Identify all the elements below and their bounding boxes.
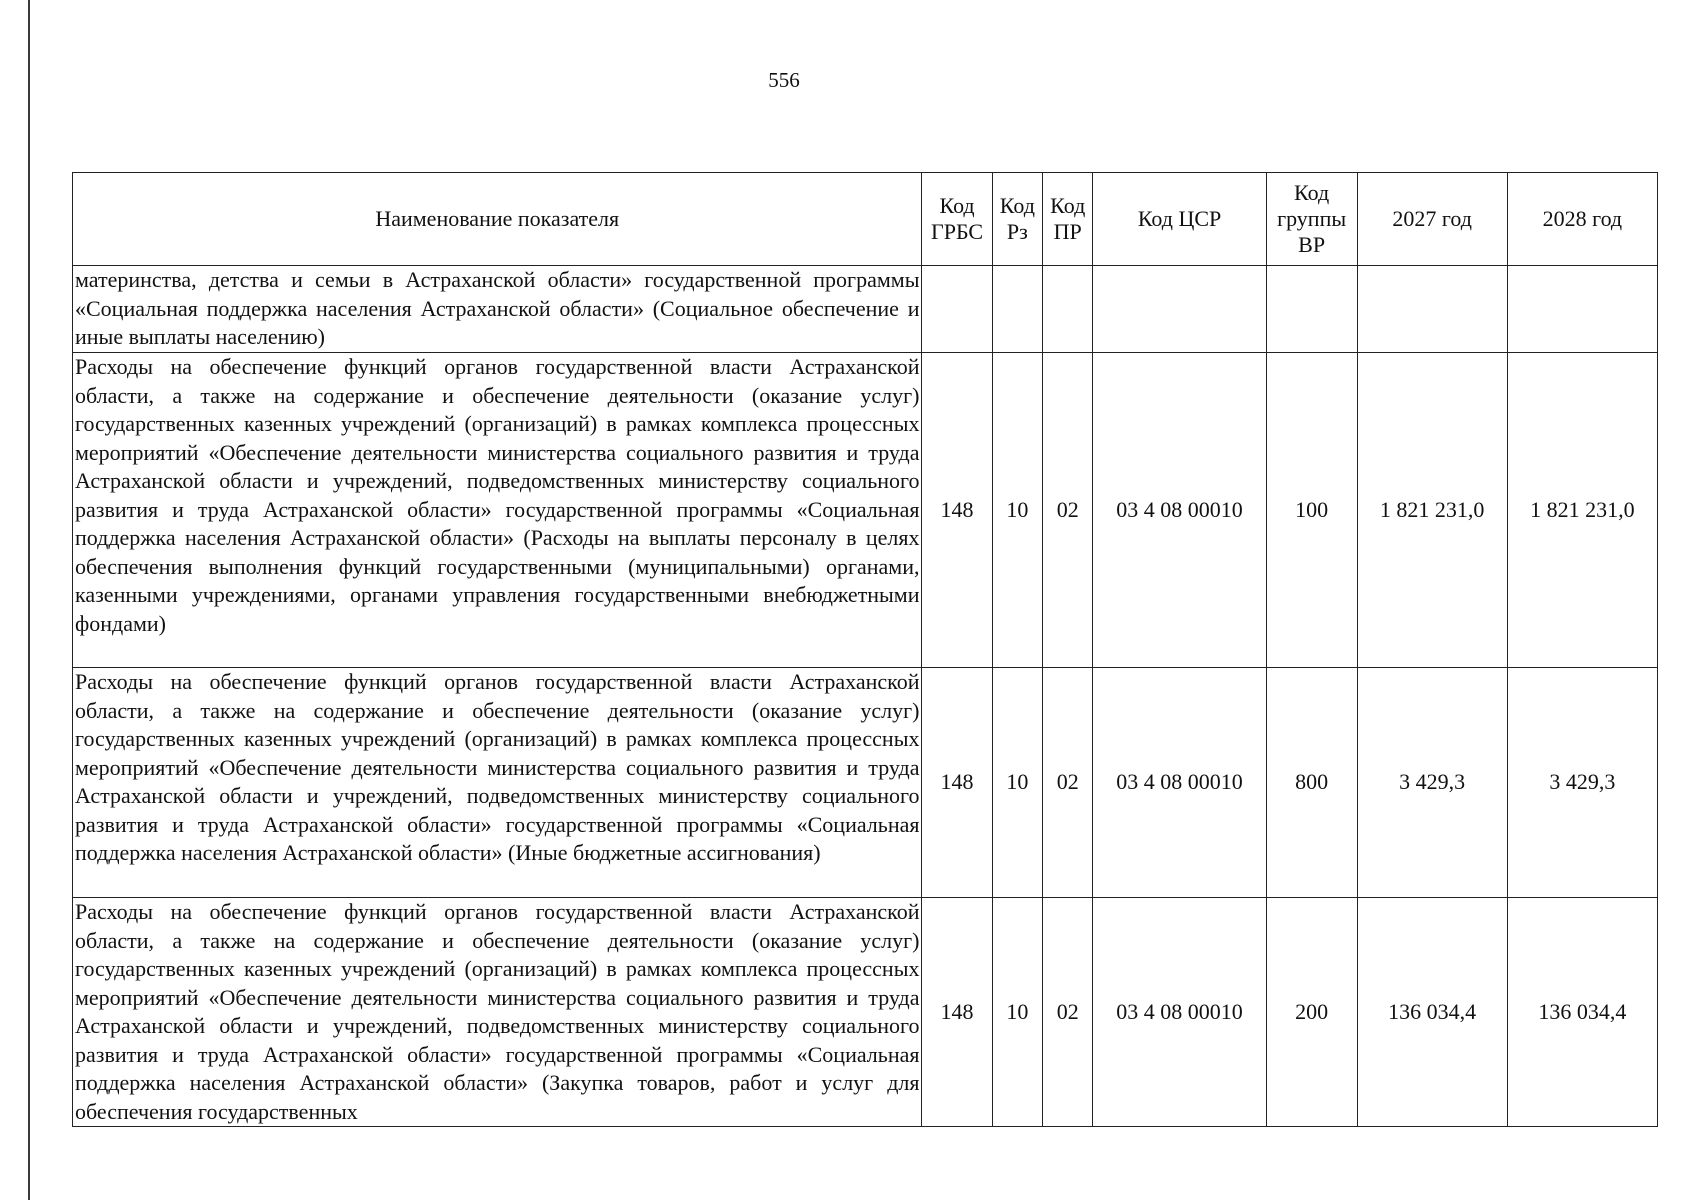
cell-grbs: 148 <box>922 668 992 898</box>
cell-name: Расходы на обеспечение функций органов государственной власти Астраханской области, а также на содержание и обеспечение деятельности (оказание услуг) государственных казенных учреждений (организаций) в рамках комплекса процессных мероприятий «Обеспечение деятельности министерства социального развития и труда Астраханской области и учреждений, подведомственных министерству социального развития и труда Астраханской области» государственной программы «Социальная поддержка населения Астраханской области» (Расходы на выплаты персоналу в целях обеспечения выполнения функций государственными (муниципальными) органами, казенными учреждениями, органами управления государственными внебюджетными фондами) <box>73 353 922 668</box>
table-row <box>73 898 1658 1127</box>
cell-rz <box>992 266 1042 353</box>
cell-2027: 136 034,4 <box>1357 898 1507 1127</box>
cell-2027: 1 821 231,0 <box>1357 353 1507 668</box>
header-2027: 2027 год <box>1357 173 1507 266</box>
scan-left-edge <box>28 0 30 1200</box>
cell-2027: 3 429,3 <box>1357 668 1507 898</box>
cell-rz: 10 <box>992 353 1042 668</box>
cell-grbs: 148 <box>922 353 992 668</box>
page-number: 556 <box>768 68 800 92</box>
header-grbs: Код ГРБС <box>922 173 992 266</box>
table-row <box>73 266 1658 353</box>
header-name: Наименование показателя <box>73 173 922 266</box>
cell-2028: 3 429,3 <box>1507 668 1657 898</box>
cell-grbs: 148 <box>922 898 992 1127</box>
cell-csr: 03 4 08 00010 <box>1093 898 1266 1127</box>
header-2028: 2028 год <box>1507 173 1657 266</box>
cell-csr: 03 4 08 00010 <box>1093 668 1266 898</box>
cell-2028 <box>1507 266 1657 353</box>
cell-2028: 136 034,4 <box>1507 898 1657 1127</box>
cell-vr: 800 <box>1266 668 1357 898</box>
cell-2027 <box>1357 266 1507 353</box>
header-csr: Код ЦСР <box>1093 173 1266 266</box>
cell-csr: 03 4 08 00010 <box>1093 353 1266 668</box>
cell-rz: 10 <box>992 668 1042 898</box>
cell-csr <box>1093 266 1266 353</box>
cell-pr: 02 <box>1043 898 1093 1127</box>
table-row <box>73 668 1658 898</box>
cell-vr: 200 <box>1266 898 1357 1127</box>
cell-pr: 02 <box>1043 668 1093 898</box>
cell-name: Расходы на обеспечение функций органов государственной власти Астраханской области, а также на содержание и обеспечение деятельности (оказание услуг) государственных казенных учреждений (организаций) в рамках комплекса процессных мероприятий «Обеспечение деятельности министерства социального развития и труда Астраханской области и учреждений, подведомственных министерству социального развития и труда Астраханской области» государственной программы «Социальная поддержка населения Астраханской области» (Закупка товаров, работ и услуг для обеспечения государственных <box>73 898 922 1127</box>
cell-rz: 10 <box>992 898 1042 1127</box>
header-vr: Код группы ВР <box>1266 173 1357 266</box>
table-header-row <box>73 173 1658 266</box>
cell-vr <box>1266 266 1357 353</box>
cell-name: материнства, детства и семьи в Астраханской области» государственной программы «Социальная поддержка населения Астраханской области» (Социальное обеспечение и иные выплаты населению) <box>73 266 922 353</box>
header-rz: Код Рз <box>992 173 1042 266</box>
cell-grbs <box>922 266 992 353</box>
cell-pr <box>1043 266 1093 353</box>
cell-name: Расходы на обеспечение функций органов государственной власти Астраханской области, а также на содержание и обеспечение деятельности (оказание услуг) государственных казенных учреждений (организаций) в рамках комплекса процессных мероприятий «Обеспечение деятельности министерства социального развития и труда Астраханской области и учреждений, подведомственных министерству социального развития и труда Астраханской области» государственной программы «Социальная поддержка населения Астраханской области» (Иные бюджетные ассигнования) <box>73 668 922 898</box>
cell-pr: 02 <box>1043 353 1093 668</box>
cell-vr: 100 <box>1266 353 1357 668</box>
table-row <box>73 353 1658 668</box>
budget-table <box>72 172 1658 1127</box>
cell-2028: 1 821 231,0 <box>1507 353 1657 668</box>
header-pr: Код ПР <box>1043 173 1093 266</box>
